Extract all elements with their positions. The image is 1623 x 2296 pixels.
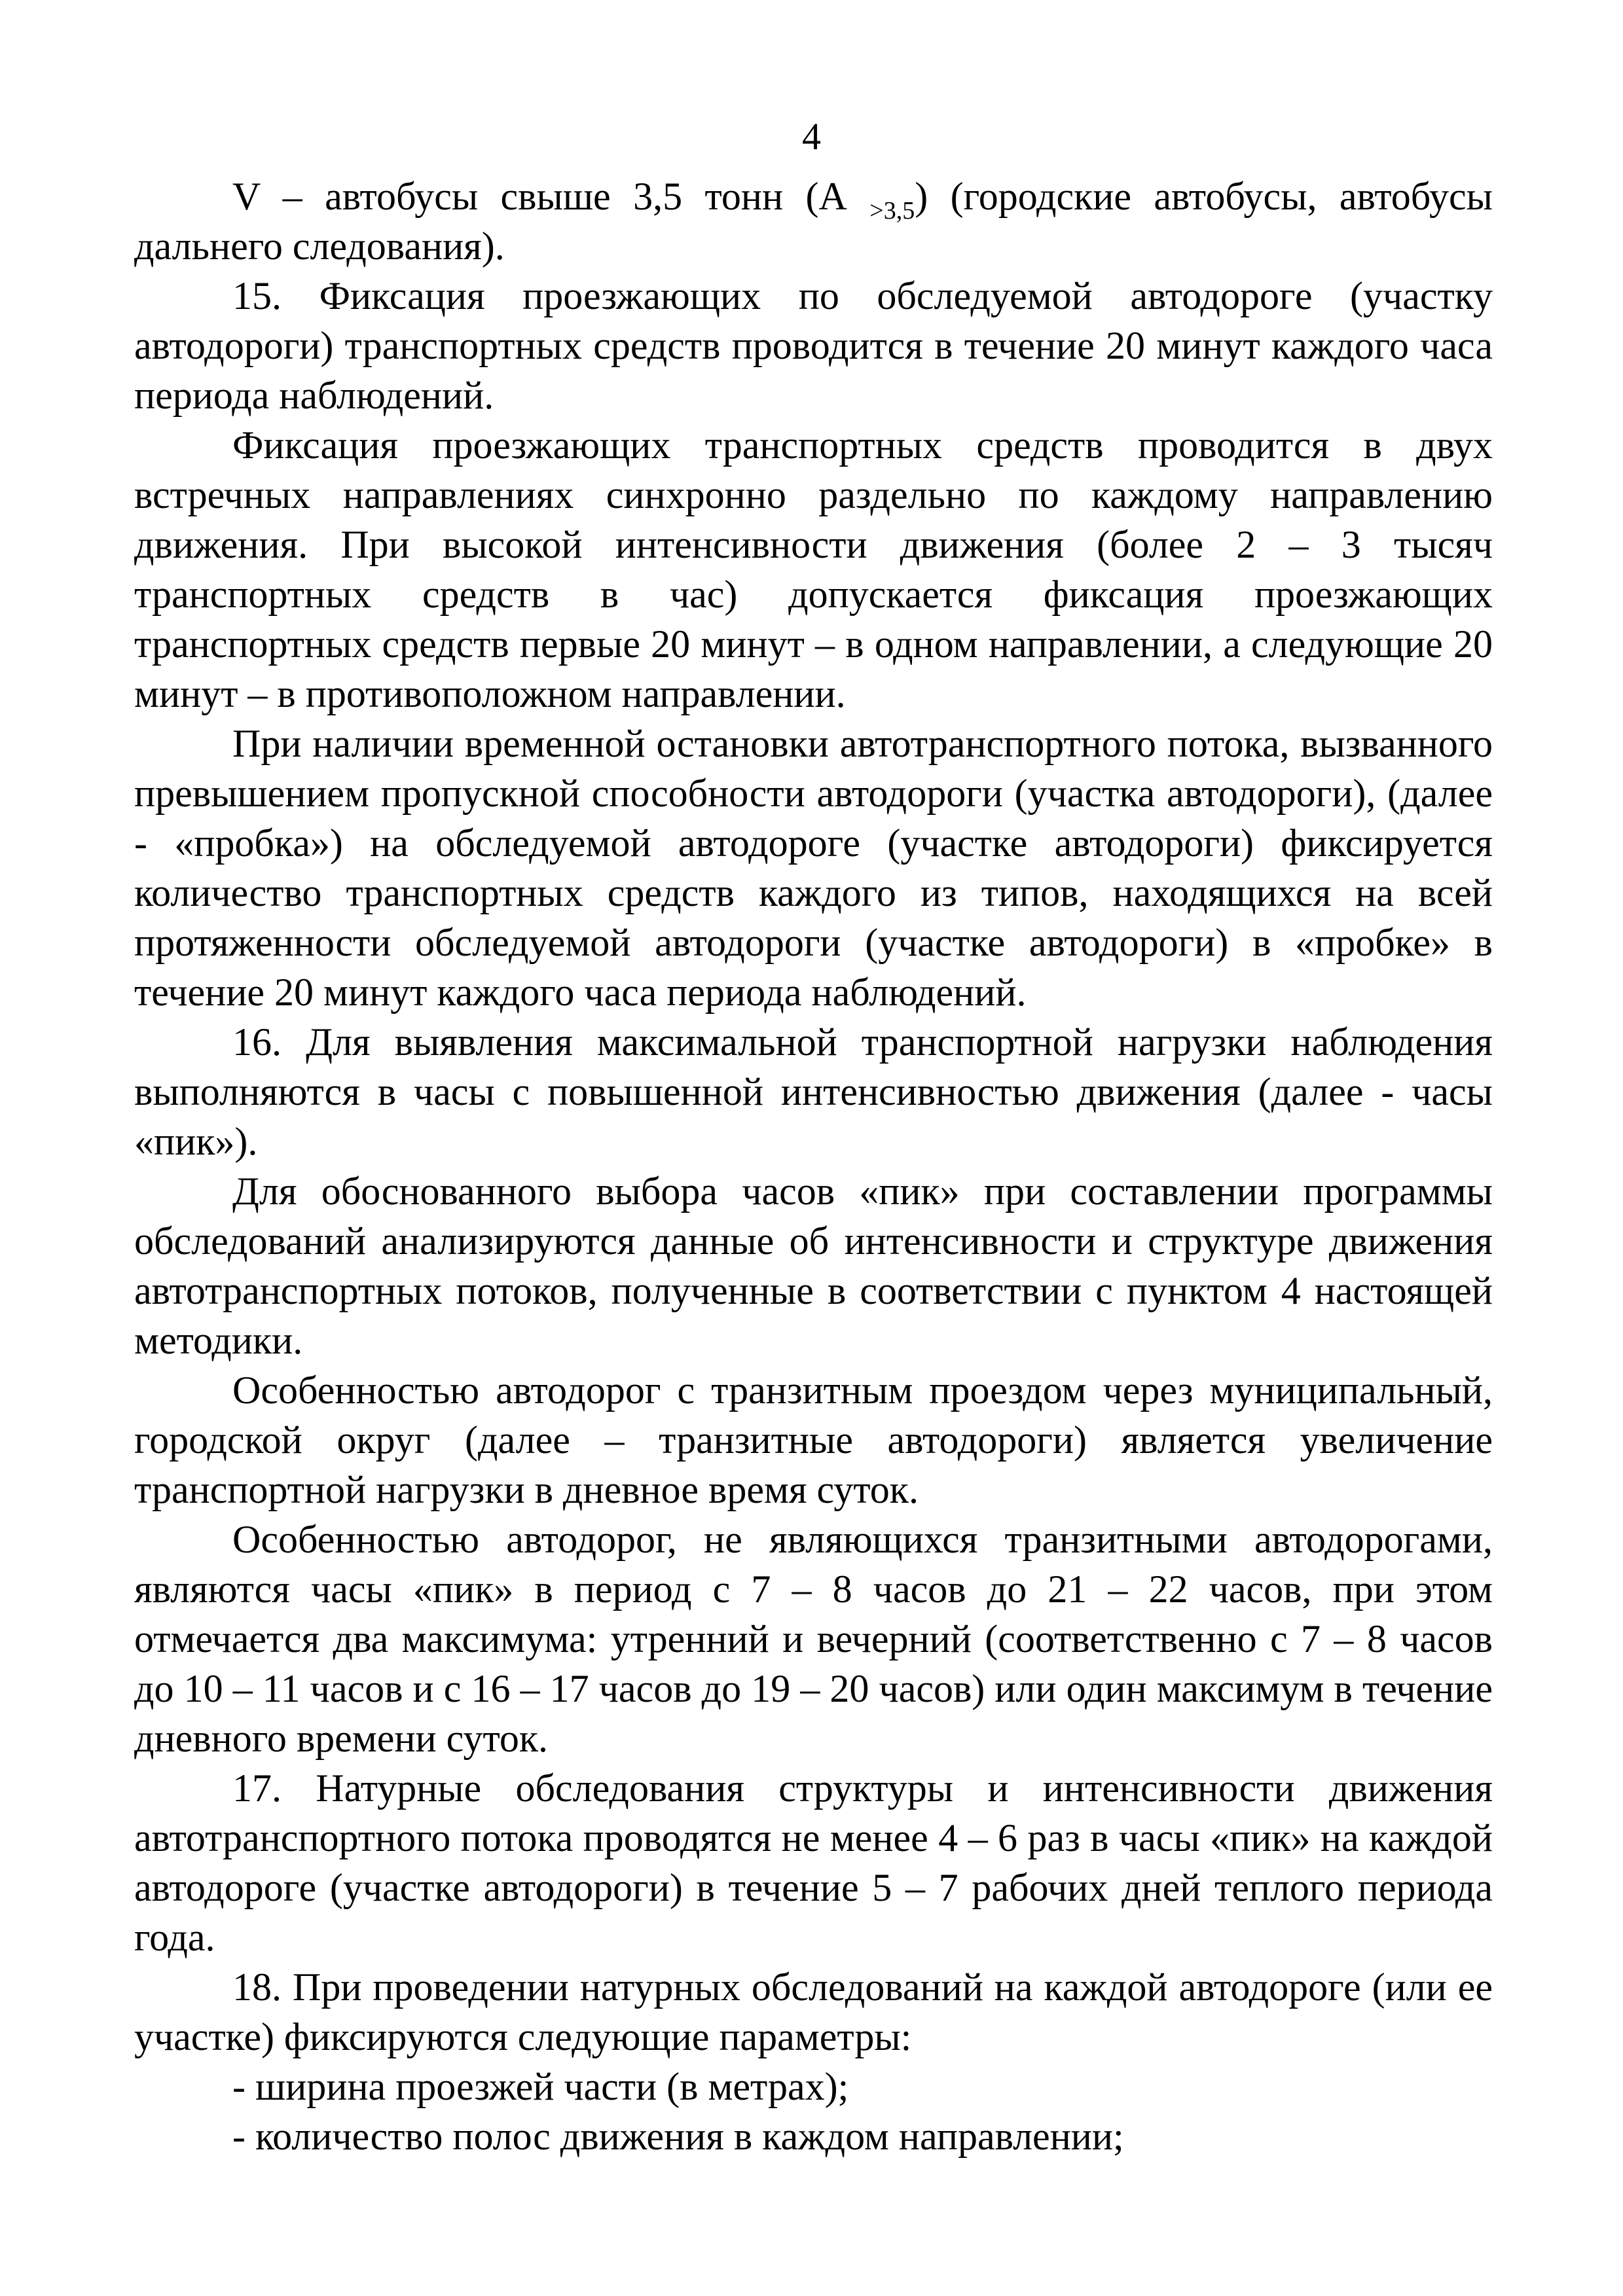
document-body	[134, 171, 1493, 2161]
paragraph: Для обоснованного выбора часов «пик» при составлении программы обследований анализируются данные об интенсивности и структуре движения автотранспортных потоков, полученные в соответствии с пунктом 4 настоящей методики.	[134, 1170, 1493, 1362]
paragraph-text: ) (городские автобусы, автобусы дальнего следования).	[134, 175, 1493, 268]
paragraph-17: 17. Натурные обследования структуры и интенсивности движения автотранспортного потока проводятся не менее 4 – 6 раз в часы «пик» на каждой автодороге (участке автодороги) в течение 5 – 7 рабочих дней теплого периода года.	[134, 1767, 1493, 1959]
list-item: - ширина проезжей части (в метрах);	[232, 2065, 849, 2108]
paragraph-vehicle-type-v	[134, 171, 1493, 271]
paragraph: Особенностью автодорог с транзитным проездом через муниципальный, городской округ (далее – транзитные автодороги) является увеличение транспортной нагрузки в дневное время суток.	[134, 1369, 1493, 1511]
paragraph-18: 18. При проведении натурных обследований на каждой автодороге (или ее участке) фиксируются следующие параметры:	[134, 1965, 1493, 2058]
paragraph-text: V – автобусы свыше 3,5 тонн (А	[232, 175, 870, 218]
paragraph: Особенностью автодорог, не являющихся транзитными автодорогами, являются часы «пик» в период с 7 – 8 часов до 21 – 22 часов, при этом отмечается два максимума: утренний и вечерний (соответственно с 7 – 8 часов до 10 – 11 часов и с 16 – 17 часов до 19 – 20 часов) или один максимум в течение дневного времени суток.	[134, 1518, 1493, 1760]
subscript: >3,5	[869, 197, 915, 224]
paragraph: При наличии временной остановки автотранспортного потока, вызванного превышением пропускной способности автодороги (участка автодороги), (далее - «пробка») на обследуемой автодороге (участке автодороги) фиксируется количество транспортных средств каждого из типов, находящихся на всей протяженности обследуемой автодороги (участке автодороги) в «пробке» в течение 20 минут каждого часа периода наблюдений.	[134, 722, 1493, 1014]
list-item: - количество полос движения в каждом направлении;	[232, 2115, 1124, 2158]
paragraph: Фиксация проезжающих транспортных средств проводится в двух встречных направлениях синхронно раздельно по каждому направлению движения. При высокой интенсивности движения (более 2 – 3 тысяч транспортных средств в час) допускается фиксация проезжающих транспортных средств первые 20 минут – в одном направлении, а следующие 20 минут – в противоположном направлении.	[134, 423, 1493, 715]
page-number: 4	[802, 115, 821, 158]
paragraph-16: 16. Для выявления максимальной транспортной нагрузки наблюдения выполняются в часы с повышенной интенсивностью движения (далее - часы «пик»).	[134, 1020, 1493, 1163]
paragraph-15: 15. Фиксация проезжающих по обследуемой автодороге (участку автодороги) транспортных средств проводится в течение 20 минут каждого часа периода наблюдений.	[134, 274, 1493, 417]
